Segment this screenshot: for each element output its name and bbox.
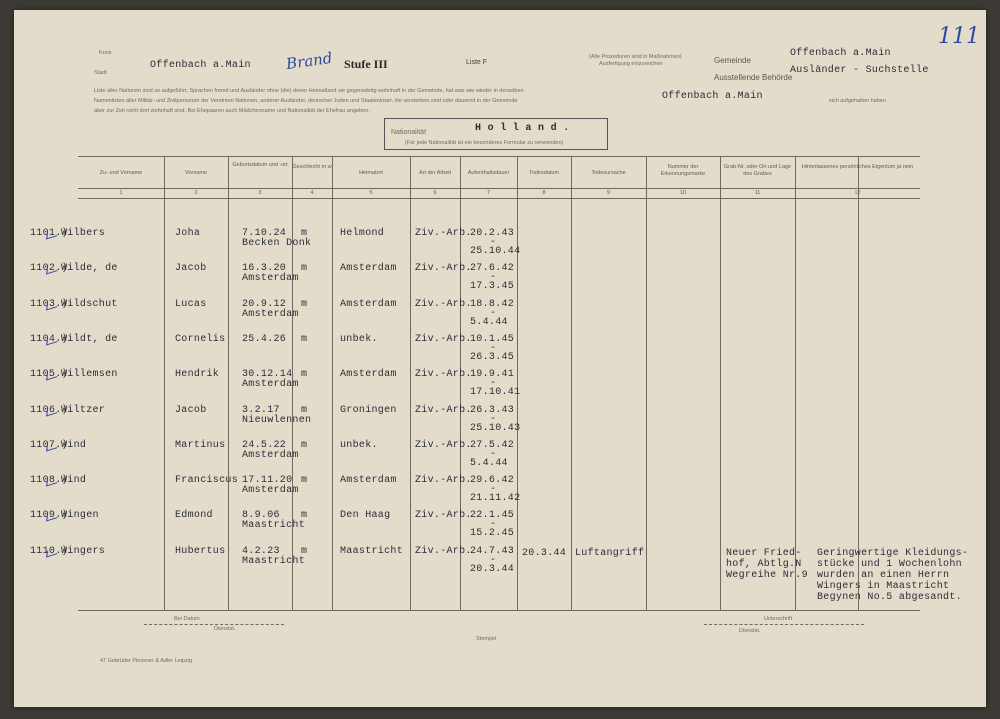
stadt-value: Offenbach a.Main <box>150 60 251 71</box>
row-aufenthalt-bis: 25.10.43 <box>470 423 521 434</box>
col-header-heimatort: Heimatort <box>359 170 383 176</box>
row-aufenthalt-dash: - <box>490 378 497 389</box>
eigentum-line: Begynen No.5 abgesandt. <box>817 592 962 603</box>
row-aufenthalt-von: 26.3.43 <box>470 405 515 416</box>
row-name: Wingers <box>61 546 106 557</box>
row-aufenthalt-dash: - <box>490 414 497 425</box>
footer-rule <box>704 624 864 625</box>
eigentum-line: Geringwertige Kleidungs- <box>817 548 969 559</box>
intro-line-1: Liste aller Nationen sind so aufgeführt, Sprachen fremd und Ausländer ohne (die) deren Heimatland sie gegenwärtig wohnhaft in der Gemeinde, hat was wie wieder in derselben <box>94 88 524 94</box>
row-aufenthalt-von: 24.7.43 <box>470 546 515 557</box>
col-divider <box>517 156 518 610</box>
row-geschlecht: m <box>301 369 308 380</box>
col-divider <box>720 156 721 610</box>
nationalitaet-box <box>384 118 608 150</box>
row-number: 1107.) <box>30 440 68 451</box>
row-aufenthalt-dash: - <box>490 484 497 495</box>
col-number: 12 <box>854 190 861 196</box>
grab-line: hof, Abtlg.N <box>726 559 802 570</box>
row-geburtsort: Nieuwlennen <box>242 415 312 426</box>
row-number: 1110.) <box>30 546 68 557</box>
col-divider <box>228 156 229 610</box>
row-number: 1102.) <box>30 263 68 274</box>
row-aufenthalt-von: 27.5.42 <box>470 440 515 451</box>
row-name: Willemsen <box>61 369 118 380</box>
eigentum-line: wurden an einen Herrn <box>817 570 950 581</box>
row-vorname: Lucas <box>175 299 207 310</box>
row-aufenthalt-bis: 17.3.45 <box>470 281 515 292</box>
gemeinde-label: Gemeinde <box>714 56 751 65</box>
table-number-rule <box>78 198 920 199</box>
row-geburtsort: Amsterdam <box>242 273 299 284</box>
row-vorname: Cornelis <box>175 334 226 345</box>
row-geburt: 20.9.12 <box>242 299 287 310</box>
stufe-title: Stufe III <box>344 57 388 71</box>
nationalitaet-label: Nationalität <box>391 129 427 136</box>
col-divider <box>795 156 796 610</box>
col-divider <box>460 156 461 610</box>
row-arbeit: Ziv.-Arb. <box>415 546 472 557</box>
row-arbeit: Ziv.-Arb. <box>415 475 472 486</box>
col-divider <box>858 156 859 610</box>
liste-label: Liste F <box>466 59 488 66</box>
col-header-aufenthalt: Aufenthaltsdauer <box>467 170 510 176</box>
row-aufenthalt-bis: 21.11.42 <box>470 493 521 504</box>
eigentum-line: Wingers in Maastricht <box>817 581 950 592</box>
row-aufenthalt-von: 10.1.45 <box>470 334 515 345</box>
row-arbeit: Ziv.-Arb. <box>415 440 472 451</box>
row-geburt: 8.9.06 <box>242 510 280 521</box>
row-aufenthalt-bis: 17.10.41 <box>470 387 521 398</box>
footer-dienst-label: Dienstst. <box>214 626 236 632</box>
page-number: 111 <box>938 24 980 49</box>
behoerde-label: Ausstellende Behörde <box>714 73 793 82</box>
row-aufenthalt-von: 18.8.42 <box>470 299 515 310</box>
grab-line: Wegreihe Nr.9 <box>726 570 808 581</box>
row-geschlecht: m <box>301 510 308 521</box>
row-vorname: Jacob <box>175 405 207 416</box>
row-heimatort: unbek. <box>340 440 378 451</box>
row-arbeit: Ziv.-Arb. <box>415 510 472 521</box>
row-aufenthalt-bis: 25.10.44 <box>470 246 521 257</box>
col-divider <box>332 156 333 610</box>
row-arbeit: Ziv.-Arb. <box>415 369 472 380</box>
gemeinde-value: Offenbach a.Main <box>790 48 891 59</box>
stadt-label: Stadt <box>94 70 107 76</box>
row-aufenthalt-bis: 20.3.44 <box>470 564 515 575</box>
row-vorname: Hubertus <box>175 546 226 557</box>
row-aufenthalt-bis: 5.4.44 <box>470 458 508 469</box>
grab-lines <box>726 548 808 581</box>
col-header-geschlecht: Geschlecht m w <box>292 164 332 170</box>
row-geburt: 30.12.14 <box>242 369 293 380</box>
row-geburt: 25.4.26 <box>242 334 287 345</box>
row-name: Wind <box>61 475 87 486</box>
row-heimatort: Maastricht <box>340 546 404 557</box>
row-aufenthalt-von: 22.1.45 <box>470 510 515 521</box>
todesursache-value: Luftangriff <box>575 548 645 559</box>
row-geburtsort: Amsterdam <box>242 485 299 496</box>
col-header-erkennungsmarke: Nummer der Erkennungsmarke <box>660 164 706 177</box>
col-divider <box>410 156 411 610</box>
col-header-vorname: Vorname <box>184 170 207 176</box>
row-geschlecht: m <box>301 334 308 345</box>
row-aufenthalt-von: 27.6.42 <box>470 263 515 274</box>
row-vorname: Edmond <box>175 510 213 521</box>
row-aufenthalt-von: 19.9.41 <box>470 369 515 380</box>
row-name: Wilbers <box>61 228 106 239</box>
col-header-todesursache: Todesursache <box>591 170 626 176</box>
row-geschlecht: m <box>301 475 308 486</box>
row-geburt: 3.2.17 <box>242 405 280 416</box>
col-number: 5 <box>369 190 373 196</box>
nationalitaet-note: (Für jede Nationalität ist ein besonderes Formular zu verwenden) <box>405 140 564 146</box>
row-name: Wiltzer <box>61 405 106 416</box>
row-geburt: 17.11.20 <box>242 475 293 486</box>
row-heimatort: Amsterdam <box>340 475 397 486</box>
row-arbeit: Ziv.-Arb. <box>415 299 472 310</box>
col-number: 3 <box>258 190 262 196</box>
right-note-2: Ausfertigung einzureichen <box>599 61 663 67</box>
footer-dienst-label: Dienstst. <box>739 628 761 634</box>
eigentum-lines <box>817 548 968 603</box>
row-geschlecht: m <box>301 263 308 274</box>
row-aufenthalt-bis: 5.4.44 <box>470 317 508 328</box>
footer-right-label: Unterschrift <box>764 616 793 622</box>
behoerde-value: Ausländer - Suchstelle <box>790 65 929 76</box>
row-number: 1104.) <box>30 334 68 345</box>
row-arbeit: Ziv.-Arb. <box>415 405 472 416</box>
col-divider <box>646 156 647 610</box>
row-aufenthalt-bis: 15.2.45 <box>470 528 515 539</box>
intro-line-3: aber zur Zeit nicht dort wohnhaft sind. Bei Ehepaaren auch Mädchenname und Nationalität der Ehefrau angeben. <box>94 108 370 114</box>
row-geburtsort: Amsterdam <box>242 379 299 390</box>
row-heimatort: unbek. <box>340 334 378 345</box>
row-name: Wildt, de <box>61 334 118 345</box>
row-aufenthalt-dash: - <box>490 308 497 319</box>
row-heimatort: Helmond <box>340 228 385 239</box>
col-number: 11 <box>754 190 761 196</box>
row-geschlecht: m <box>301 299 308 310</box>
row-vorname: Hendrik <box>175 369 220 380</box>
row-aufenthalt-dash: - <box>490 449 497 460</box>
col-header-geburt: Geburtsdatum und -ort <box>232 162 288 168</box>
document-page <box>14 10 986 707</box>
row-geburt: 24.5.22 <box>242 440 287 451</box>
row-name: Wind <box>61 440 87 451</box>
table-header-rule <box>78 188 920 189</box>
row-heimatort: Groningen <box>340 405 397 416</box>
col-number: 7 <box>486 190 491 196</box>
row-number: 1106.) <box>30 405 68 416</box>
row-geburt: 16.3.20 <box>242 263 287 274</box>
row-number: 1101.) <box>30 228 68 239</box>
row-number: 1108.) <box>30 475 68 486</box>
col-header-eigentum: Hinterlassenes persönliches Eigentum ja nein <box>801 164 914 170</box>
row-geschlecht: m <box>301 228 308 239</box>
row-geburtsort: Becken Donk <box>242 238 312 249</box>
right-note-1: (Alle Prozeduren sind in Maßnahmen) <box>589 54 682 60</box>
row-geburtsort: Maastricht <box>242 556 306 567</box>
col-header-todesdatum: Todesdatum <box>529 170 559 176</box>
row-aufenthalt-dash: - <box>490 555 497 566</box>
col-header-name: Zu- und Vorname <box>99 170 143 176</box>
row-name: Wingen <box>61 510 99 521</box>
printer-note: 47 Gebrüder Plessner & Adler Leipzig <box>100 658 193 664</box>
row-geburtsort: Maastricht <box>242 520 306 531</box>
intro-end: sich aufgehalten haben <box>829 98 886 104</box>
table-top-rule <box>78 156 920 157</box>
row-geschlecht: m <box>301 546 308 557</box>
footer-rule <box>144 624 284 625</box>
row-name: Wilde, de <box>61 263 118 274</box>
col-divider <box>164 156 165 610</box>
row-vorname: Franciscus <box>175 475 239 486</box>
todesdatum-value: 20.3.44 <box>522 548 567 559</box>
row-number: 1109.) <box>30 510 68 521</box>
row-geburtsort: Amsterdam <box>242 450 299 461</box>
row-aufenthalt-von: 29.6.42 <box>470 475 515 486</box>
row-number: 1103.) <box>30 299 68 310</box>
row-aufenthalt-dash: - <box>490 519 497 530</box>
table-bottom-rule <box>78 610 920 611</box>
signature: Brand <box>284 48 334 74</box>
row-heimatort: Amsterdam <box>340 263 397 274</box>
row-aufenthalt-bis: 26.3.45 <box>470 352 515 363</box>
row-aufenthalt-dash: - <box>490 343 497 354</box>
col-number: 1 <box>119 190 123 196</box>
col-number: 9 <box>606 190 611 196</box>
row-arbeit: Ziv.-Arb. <box>415 228 472 239</box>
col-number: 4 <box>310 190 314 196</box>
nationalitaet-value: H o l l a n d . <box>475 123 570 134</box>
col-number: 6 <box>433 190 437 196</box>
col-number: 10 <box>679 190 687 196</box>
col-header-arbeit: Art der Arbeit <box>418 170 452 176</box>
row-vorname: Jacob <box>175 263 207 274</box>
row-geburt: 4.2.23 <box>242 546 280 557</box>
row-heimatort: Amsterdam <box>340 299 397 310</box>
row-aufenthalt-dash: - <box>490 272 497 283</box>
row-vorname: Joha <box>175 228 201 239</box>
col-header-grab: Grab-Nr. oder Ort und Lage des Grabes <box>723 164 792 177</box>
row-aufenthalt-von: 20.2.43 <box>470 228 515 239</box>
row-arbeit: Ziv.-Arb. <box>415 263 472 274</box>
row-heimatort: Amsterdam <box>340 369 397 380</box>
row-geschlecht: m <box>301 440 308 451</box>
col-divider <box>571 156 572 610</box>
row-aufenthalt-dash: - <box>490 237 497 248</box>
row-arbeit: Ziv.-Arb. <box>415 334 472 345</box>
grab-line: Neuer Fried- <box>726 548 802 559</box>
intro-line-2: Namenlisten aller Militär- und Zivilpersonen der Vereinten Nationen, anderer Ausländer, deutscher Juden und Staatenloser, die verstorben sind oder dauernd in der Gemeinde <box>94 98 518 104</box>
footer-middle-label: Stempel <box>476 636 497 642</box>
row-heimatort: Den Haag <box>340 510 391 521</box>
footer-left-label: Bei Datum <box>174 616 200 622</box>
row-geburt: 7.10.24 <box>242 228 287 239</box>
intro-city: Offenbach a.Main <box>662 91 763 102</box>
eigentum-line: stücke und 1 Wochenlohn <box>817 559 962 570</box>
row-vorname: Martinus <box>175 440 226 451</box>
col-number: 2 <box>194 190 198 196</box>
row-geburtsort: Amsterdam <box>242 309 299 320</box>
row-name: Wildschut <box>61 299 118 310</box>
row-number: 1105.) <box>30 369 68 380</box>
row-geschlecht: m <box>301 405 308 416</box>
col-number: 8 <box>542 190 546 196</box>
kreis-label: Kreis <box>99 50 112 56</box>
